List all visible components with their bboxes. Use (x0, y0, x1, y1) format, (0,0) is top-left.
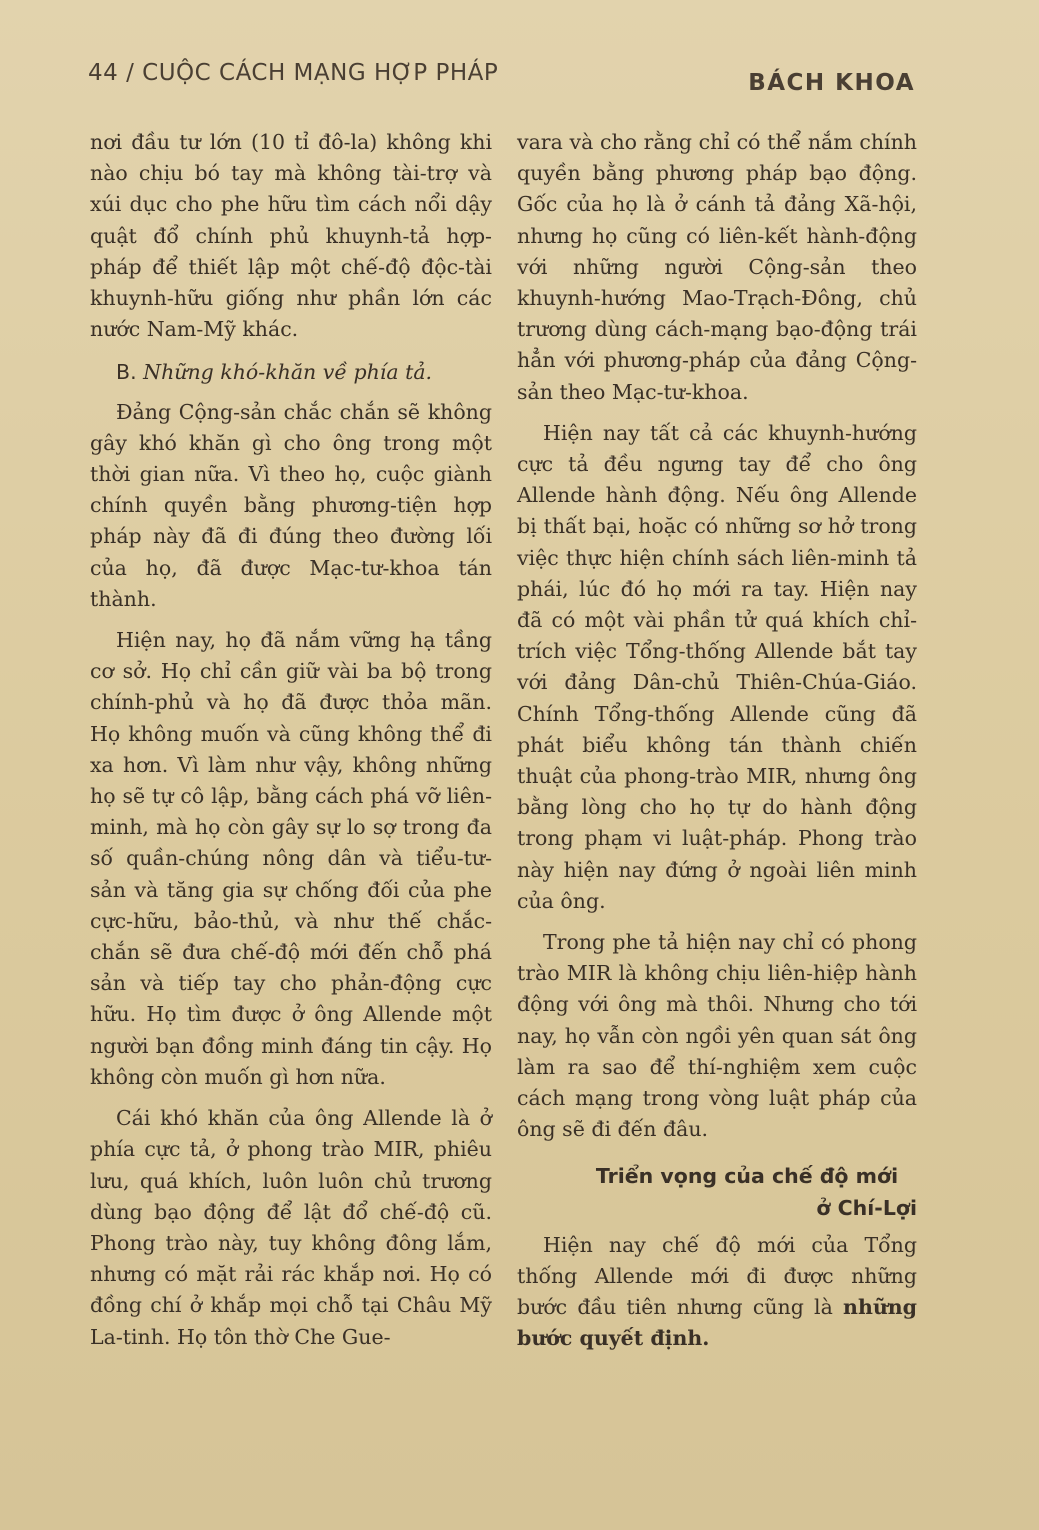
paragraph: Đảng Cộng-sản chắc chắn sẽ không gây khó khăn gì cho ông trong một thời gian nữa. Vì theo họ, cuộc giành chính quyền bằng phương-tiện hợp pháp này đã đi đúng theo đường lối của họ, đã được Mạc-tư-khoa tán thành. (90, 399, 492, 611)
subheading-letter: B. (116, 360, 137, 385)
left-column (90, 127, 492, 1353)
section-title-line: ở Chí-Lợi (816, 1195, 917, 1220)
right-column (517, 127, 917, 1354)
paragraph (517, 1230, 917, 1355)
paragraph: vara và cho rằng chỉ có thể nắm chính quyền bằng phương pháp bạo động. Gốc của họ là ở cánh tả đảng Xã-hội, nhưng họ cũng có liên-kết hành-động với những người Cộng-sản theo khuynh-hướng Mao-Trạch-Đông, chủ trương dùng cách-mạng bạo-động trái hẳn với phương-pháp của đảng Cộng-sản theo Mạc-tư-khoa. (517, 130, 917, 404)
paragraph: Hiện nay, họ đã nắm vững hạ tầng cơ sở. Họ chỉ cần giữ vài ba bộ trong chính-phủ và họ đã được thỏa mãn. Họ không muốn và cũng không thể đi xa hơn. Vì làm như vậy, không những họ sẽ tự cô lập, bằng cách phá vỡ liên-minh, mà họ còn gây sự lo sợ trong đa số quần-chúng nông dân và tiểu-tư-sản và tăng gia sự chống đối của phe cực-hữu, bảo-thủ, và như thế chắc-chắn sẽ đưa chế-độ mới đến chỗ phá sản và tiếp tay cho phản-động cực hữu. Họ tìm được ở ông Allende một người bạn đồng minh đáng tin cậy. Họ không còn muốn gì hơn nữa. (90, 628, 492, 1089)
section-title (517, 1160, 917, 1224)
paragraph: Hiện nay tất cả các khuynh-hướng cực tả đều ngưng tay để cho ông Allende hành động. Nếu ông Allende bị thất bại, hoặc có những sơ hở trong việc thực hiện chính sách liên-minh tả phái, lúc đó họ mới ra tay. Hiện nay đã có một vài phần tử quá khích chỉ-trích việc Tổng-thống Allende bắt tay với đảng Dân-chủ Thiên-Chúa-Giáo. Chính Tổng-thống Allende cũng đã phát biểu không tán thành chiến thuật của phong-trào MIR, nhưng ông bằng lòng cho họ tự do hành động trong phạm vi luật-pháp. Phong trào này hiện nay đứng ở ngoài liên minh của ông. (517, 420, 917, 913)
paragraph: nơi đầu tư lớn (10 tỉ đô-la) không khi nào chịu bó tay mà không tài-trợ và xúi dục cho phe hữu tìm cách nổi dậy quật đổ chính phủ khuynh-tả hợp-pháp để thiết lập một chế-độ độc-tài khuynh-hữu giống như phần lớn các nước Nam-Mỹ khác. (90, 130, 492, 342)
paragraph-text: Hiện nay chế độ mới của Tổng thống Allende mới đi được những bước đầu tiên nhưng cũng là (517, 1232, 917, 1319)
paragraph: Cái khó khăn của ông Allende là ở phía cực tả, ở phong trào MIR, phiêu lưu, quá khích, luôn luôn chủ trương dùng bạo động để lật đổ chế-độ cũ. Phong trào này, tuy không đông lắm, nhưng có mặt rải rác khắp nơi. Họ có đồng chí ở khắp mọi chỗ tại Châu Mỹ La-tinh. Họ tôn thờ Che Gue- (90, 1106, 492, 1349)
subheading (116, 357, 492, 388)
paragraph-bold-text: những bước quyết định. (517, 1294, 917, 1351)
subheading-text: Những khó-khăn về phía tả. (143, 360, 433, 385)
paragraph: Trong phe tả hiện nay chỉ có phong trào MIR là không chịu liên-hiệp hành động với ông mà thôi. Nhưng cho tới nay, họ vẫn còn ngồi yên quan sát ông làm ra sao để thí-nghiệm xem cuộc cách mạng trong vòng luật pháp của ông sẽ đi đến đâu. (517, 930, 917, 1142)
magazine-name: BÁCH KHOA (748, 70, 915, 96)
section-title-line: Triển vọng của chế độ mới (595, 1163, 899, 1188)
running-title: 44 / CUỘC CÁCH MẠNG HỢP PHÁP (88, 60, 499, 86)
